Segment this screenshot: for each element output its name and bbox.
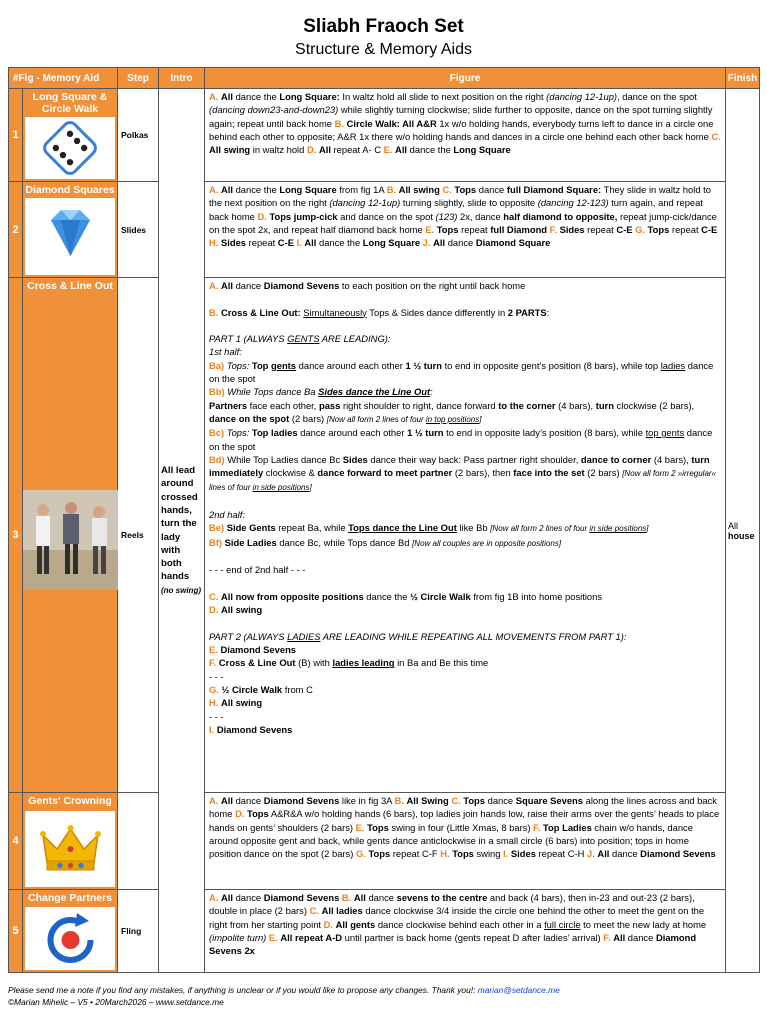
memory-aid xyxy=(23,89,118,182)
intro-note: (no swing) xyxy=(161,585,201,595)
finish-cell xyxy=(726,89,760,973)
footer-copyright: ©Marian Mihelic – V5 • 20March2026 – www.setdance.me xyxy=(8,997,224,1007)
header-figure: Figure xyxy=(205,68,726,89)
email-link[interactable]: marian@setdance.me xyxy=(477,985,560,995)
memory-label: Change Partners xyxy=(23,890,117,906)
memory-label: Long Square & Circle Walk xyxy=(23,89,117,117)
figure-number: 4 xyxy=(9,793,23,890)
step-cell: Polkas xyxy=(118,89,159,182)
dancers-photo xyxy=(23,490,117,590)
table-row xyxy=(9,793,760,890)
intro-cell xyxy=(159,89,205,973)
diamond-icon xyxy=(25,198,116,276)
dice-icon xyxy=(25,117,116,177)
step-cell xyxy=(118,793,159,890)
memory-aid xyxy=(23,890,118,973)
rotate-icon xyxy=(25,907,116,969)
figure-text-1: A. All dance the Long Square: In waltz hold all slide to next position on the right (dancing 12-1up), dance on the spot (dancing down23-and-down23) while slightly turning clockwise; slide further to opposite, dance on the spot turning slightly again; repeat until back home B. Circle Walk: All A&R 1x w/o holding hands, everybody turns left to dance in a circle one behind each other to opposite; A&R 1x there w/o holding hands and dances in a circle one behind each other back home C. All swing in waltz hold D. All repeat A- C E. All dance the Long Square xyxy=(205,89,726,182)
intro-text: All lead around crossed hands, turn the lady with both hands xyxy=(161,465,198,583)
page-subtitle: Structure & Memory Aids xyxy=(295,41,472,58)
figure-text-3: A. All dance Diamond Sevens to each position on the right until back home B. Cross & Line Out: Simultaneously Tops & Sides dance differently in 2 PARTS: PART 1 (ALWAYS GENTS ARE LEADING): 1st half: Ba) Tops: Top gents dance around each other 1 ½ turn to end in opposite gent’s position (8 bars), while top ladies dance on the spot Bb) While Tops dance Ba Sides dance the Line Out: Partners face each other, pass right shoulder to right, dance forward to the corner (4 bars), turn clockwise (2 bars), dance on the spot (2 bars) [Now all form 2 lines of four in top positions] Bc) Tops: Top ladies dance around each other 1 ½ turn to end in opposite lady’s position (8 bars), while top gents dance on the spot Bd) While Top Ladies dance Bc Sides dance their way back: Pass partner right shoulder, dance to corner (4 bars), turn immediately clockwise & dance forward to meet partner (2 bars), then face into the set (2 bars) [Now all form 2 »irregular« lines of four in side positions] 2nd half: Be) Side Gents repeat Ba, while Tops dance the Line Out like Bb [Now all form 2 lines of four in side positions] Bf) Side Ladies dance Bc, while Tops dance Bd [Now all couples are in opposite positions] - - - end of 2nd half - - - C. All now from opposite positions dance the ½ Circle Walk from fig 1B into home positions D. All swing PART 2 (ALWAYS LADIES ARE LEADING WHILE REPEATING ALL MOVEMENTS FROM PART 1): E. Diamond Sevens F. Cross & Line Out (B) with ladies leading in Ba and Be this time - - - G. ½ Circle Walk from C H. All swing - - - I. Diamond Sevens xyxy=(205,278,726,793)
figure-number: 2 xyxy=(9,182,23,278)
memory-aid xyxy=(23,793,118,890)
memory-label: Cross & Line Out xyxy=(23,278,117,294)
figure-text-4: A. All dance Diamond Sevens like in fig 3A B. All Swing C. Tops dance Square Sevens along the lines across and back home D. Tops A&R&A w/o holding hands (6 bars), top ladies join hands low, raise their arms over the gents’ heads to place hands on gents’ shoulders (2 bars) E. Tops swing in four (Little Xmas, 8 bars) F. Top Ladies chain w/o hands, dance around opposite gent and back, while gents dance anticlockwise in a small circle (6 bars) into position; tops in home position dance on the spot (2 bars) G. Tops repeat C-F H. Tops swing I. Sides repeat C-H J. All dance Diamond Sevens xyxy=(205,793,726,890)
figure-number: 3 xyxy=(9,278,23,793)
table-row xyxy=(9,182,760,278)
header-step: Step xyxy=(118,68,159,89)
memory-aid xyxy=(23,278,118,793)
crown-icon xyxy=(25,811,116,887)
footer-note: Please send me a note if you find any mistakes, if anything is unclear or if you would like to propose any changes. Thank you!: xyxy=(8,985,476,995)
figure-text-2: A. All dance the Long Square from fig 1A B. All swing C. Tops dance full Diamond Square: They slide in waltz hold to the next position on the right (dancing 12-1up) turning slightly, slide to opposite (dancing 12-123) turn again, and repeat back home D. Tops jump-cick and dance on the spot (123) 2x, dance half diamond to opposite, repeat jump-cick/dance on the spot 2x, and repeat half diamond back home E. Tops repeat full Diamond F. Sides repeat C-E G. Tops repeat C-E H. Sides repeat C-E I. All dance the Long Square J. All dance Diamond Square xyxy=(205,182,726,278)
step-cell: Slides xyxy=(118,182,159,278)
step-cell: Fling xyxy=(118,890,159,973)
header-fig: #Fig - Memory Aid xyxy=(9,68,118,89)
memory-label: Gents' Crowning xyxy=(23,793,117,809)
table-row xyxy=(9,278,760,793)
header-intro: Intro xyxy=(159,68,205,89)
page-title: Sliabh Fraoch Set xyxy=(303,16,464,37)
step-cell: Reels xyxy=(118,278,159,793)
set-table xyxy=(8,67,760,973)
footer xyxy=(8,984,560,1008)
figure-text-5: A. All dance Diamond Sevens B. All dance sevens to the centre and back (4 bars), then in-23 and out-23 (2 bars), double in place (2 bars) C. All ladies dance clockwise 3/4 inside the circle one behind the other to meet the gent on the right from her starting point D. All gents dance clockwise behind each other in a full circle to meet the new lady at home (impolite turn) E. All repeat A-D until partner is back home (gents repeat D after ladies’ arrival) F. All dance Diamond Sevens 2x xyxy=(205,890,726,973)
finish-house: house xyxy=(728,530,755,541)
table-row xyxy=(9,89,760,182)
table-row xyxy=(9,890,760,973)
figure-number: 1 xyxy=(9,89,23,182)
memory-aid xyxy=(23,182,118,278)
memory-label: Diamond Squares xyxy=(23,182,117,198)
finish-all: All xyxy=(728,520,739,531)
header-row xyxy=(9,68,760,89)
figure-number: 5 xyxy=(9,890,23,973)
header-finish: Finish xyxy=(726,68,760,89)
